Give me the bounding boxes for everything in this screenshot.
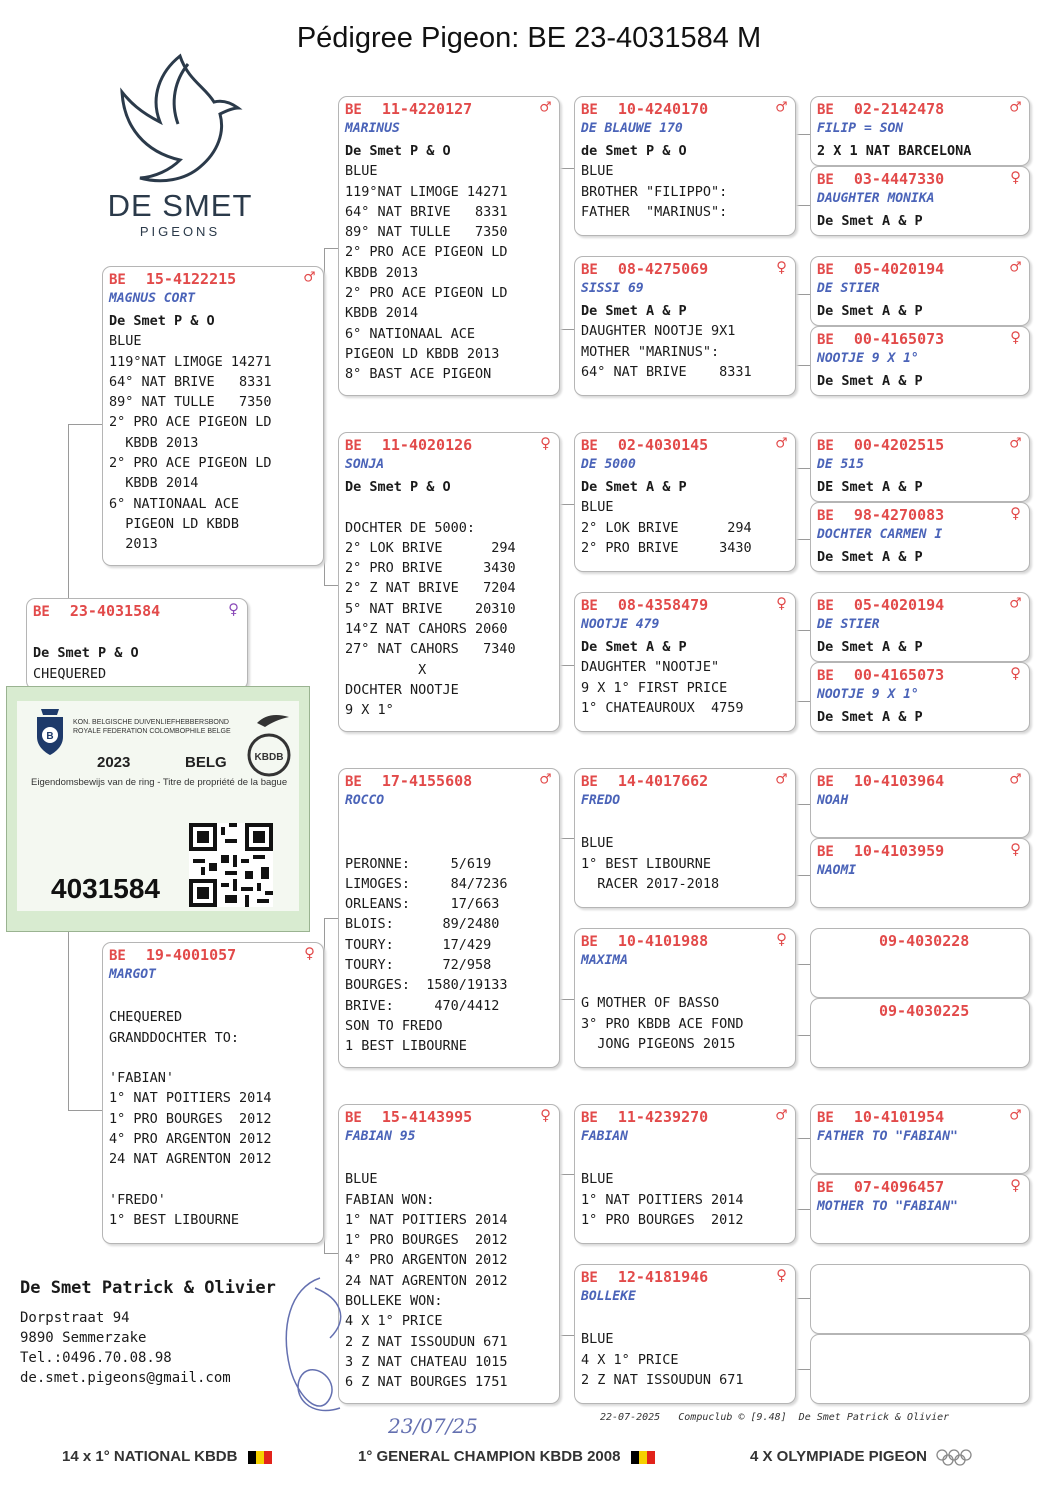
- pigeon-name: MAGNUS CORT: [109, 291, 196, 306]
- male-icon: ♂: [1010, 257, 1021, 278]
- info-line: 2 X 1 NAT BARCELONA: [817, 143, 972, 159]
- achievement-text: 4 X OLYMPIADE PIGEON: [750, 1448, 927, 1465]
- pigeon-name: BOLLEKE: [581, 1289, 636, 1304]
- ancestor-box[interactable]: [574, 768, 796, 908]
- male-icon: ♂: [776, 433, 787, 454]
- info-line: 14°Z NAT CAHORS 2060: [345, 621, 508, 638]
- info-line: 27° NAT CAHORS 7340: [345, 641, 516, 658]
- pigeon-name: NOAH: [817, 793, 849, 808]
- ancestor-box[interactable]: [574, 96, 796, 236]
- info-line: De Smet A & P: [817, 213, 923, 229]
- ring-prefix: BE: [345, 102, 362, 118]
- connector-line: [794, 804, 811, 876]
- info-line: 64° NAT BRIVE 8331: [345, 203, 508, 220]
- ring-number: 17-4155608: [381, 772, 473, 790]
- dam-box[interactable]: [102, 942, 324, 1244]
- info-line: BLOIS: 89/2480: [345, 916, 500, 933]
- info-line: 2° Z NAT BRIVE 7204: [345, 580, 516, 597]
- sire-box[interactable]: [102, 266, 324, 566]
- pigeon-name: DOCHTER CARMEN I: [817, 527, 943, 542]
- pigeon-name: NOOTJE 479: [581, 617, 660, 632]
- info-line: 'FABIAN': [109, 1070, 175, 1087]
- info-line: BROTHER "FILIPPO":: [581, 183, 728, 200]
- owner-email[interactable]: de.smet.pigeons@gmail.com: [20, 1370, 231, 1386]
- connector-line: [68, 932, 69, 1110]
- info-line: 2 Z NAT ISSOUDUN 671: [581, 1371, 744, 1388]
- ring-number: 08-4358479: [617, 596, 709, 614]
- ring-number: 11-4239270: [617, 1108, 709, 1126]
- ring-number: 10-4101988: [617, 932, 709, 950]
- info-line: CHEQUERED: [109, 1009, 183, 1026]
- male-icon: ♂: [304, 267, 315, 288]
- ring-prefix: BE: [817, 102, 834, 118]
- info-line: MOTHER "MARINUS":: [581, 343, 720, 360]
- great-grandparent-box[interactable]: [810, 502, 1030, 572]
- ring-prefix: BE: [817, 508, 834, 524]
- connector-line: [794, 964, 811, 1036]
- female-icon: ♀: [776, 1265, 787, 1286]
- ring-prefix: BE: [817, 172, 834, 188]
- info-line: DE Smet A & P: [817, 479, 923, 495]
- info-line: [345, 813, 553, 833]
- dam-sire-box[interactable]: [338, 768, 560, 1068]
- ring-number: 03-4447330: [853, 170, 945, 188]
- pigeon-name: FREDO: [581, 793, 621, 808]
- ring-number: 09-4030228: [879, 932, 970, 950]
- great-grandparent-box[interactable]: [810, 928, 1030, 998]
- pigeon-name: NOOTJE 9 X 1°: [817, 351, 919, 366]
- info-line: FATHER "MARINUS":: [581, 203, 728, 220]
- ring-number: 23-4031584: [69, 602, 161, 620]
- info-line: DAUGHTER "NOOTJE": [581, 659, 720, 676]
- ring-number: 05-4020194: [853, 260, 945, 278]
- great-grandparent-box[interactable]: [810, 256, 1030, 326]
- ring-number: 11-4020126: [381, 436, 473, 454]
- handwritten-date: 23/07/25: [388, 1414, 478, 1438]
- ring-prefix: BE: [581, 1110, 598, 1126]
- female-icon: ♀: [776, 257, 787, 278]
- ring-ownership-card: [6, 686, 310, 932]
- info-line: 9 X 1° FIRST PRICE: [581, 679, 728, 696]
- card-inner: [17, 701, 299, 911]
- ring-prefix: BE: [581, 774, 598, 790]
- info-line: BLUE: [109, 333, 142, 350]
- info-line: 2° PRO ACE PIGEON LD: [109, 414, 272, 431]
- owner-phone: Tel.:0496.70.08.98: [20, 1350, 172, 1366]
- info-line: 9 X 1°: [345, 702, 394, 719]
- info-line: [345, 497, 553, 517]
- info-line: De Smet A & P: [581, 639, 687, 655]
- info-line: [109, 1170, 317, 1190]
- female-icon: ♀: [1010, 167, 1021, 188]
- female-icon: ♀: [776, 929, 787, 950]
- pigeon-name: ROCCO: [345, 793, 385, 808]
- info-line: DOCHTER DE 5000:: [345, 519, 476, 536]
- great-grandparent-box[interactable]: [810, 1104, 1030, 1174]
- belgian-flag-icon: [248, 1451, 272, 1464]
- info-line: FABIAN WON:: [345, 1191, 435, 1208]
- info-line: 2° PRO ACE PIGEON LD: [345, 244, 508, 261]
- male-icon: ♂: [1010, 1105, 1021, 1126]
- info-line: BLUE: [345, 1171, 378, 1188]
- ring-prefix: BE: [817, 598, 834, 614]
- great-grandparent-box[interactable]: [810, 96, 1030, 166]
- pigeon-name: NAOMI: [817, 863, 857, 878]
- ring-number: 02-2142478: [853, 100, 945, 118]
- info-line: DOCHTER NOOTJE: [345, 681, 459, 698]
- ancestor-box[interactable]: [574, 432, 796, 572]
- bird-icon: [253, 709, 293, 729]
- female-icon: ♀: [1010, 663, 1021, 684]
- female-icon: ♀: [1010, 503, 1021, 524]
- info-line: [345, 1149, 553, 1169]
- info-line: 1° PRO BOURGES 2012: [109, 1110, 272, 1127]
- ring-number: 11-4220127: [381, 100, 473, 118]
- female-icon: ♀: [776, 593, 787, 614]
- info-line: 2° PRO ACE PIGEON LD: [345, 285, 508, 302]
- info-line: de Smet P & O: [581, 143, 687, 159]
- info-line: [33, 623, 241, 643]
- info-line: BRIVE: 470/4412: [345, 997, 500, 1014]
- info-line: CHEQUERED: [33, 665, 107, 682]
- info-line: [109, 1048, 317, 1068]
- empty-ancestor-box[interactable]: [810, 1334, 1030, 1404]
- ring-number: 10-4103964: [853, 772, 945, 790]
- female-icon: ♀: [304, 943, 315, 964]
- great-grandparent-box[interactable]: [810, 432, 1030, 502]
- male-icon: ♂: [776, 1105, 787, 1126]
- info-line: 2013: [109, 536, 158, 553]
- svg-text:KBDB: KBDB: [254, 752, 284, 763]
- ring-prefix: BE: [345, 1110, 362, 1126]
- info-line: 4 X 1° PRICE: [581, 1351, 679, 1368]
- info-line: [581, 1309, 789, 1329]
- info-line: 4° PRO ARGENTON 2012: [345, 1252, 508, 1269]
- info-line: 6° NATIONAAL ACE: [345, 325, 476, 342]
- ring-number: 10-4240170: [617, 100, 709, 118]
- ancestor-box[interactable]: [574, 928, 796, 1068]
- female-icon: ♀: [228, 599, 239, 620]
- info-line: G MOTHER OF BASSO: [581, 995, 720, 1012]
- ring-number: 09-4030225: [879, 1002, 970, 1020]
- male-icon: ♂: [1010, 433, 1021, 454]
- great-grandparent-box[interactable]: [810, 998, 1030, 1068]
- pigeon-name: MARGOT: [109, 967, 156, 982]
- info-line: BLUE: [581, 835, 614, 852]
- pigeon-name: DE 515: [817, 457, 864, 472]
- ring-prefix: BE: [817, 438, 834, 454]
- info-line: 1° NAT POITIERS 2014: [109, 1090, 272, 1107]
- dam-dam-box[interactable]: [338, 1104, 560, 1404]
- achievement-text: 1° GENERAL CHAMPION KBDB 2008: [358, 1448, 621, 1465]
- sire-sire-box[interactable]: [338, 96, 560, 396]
- connector-line: [794, 1138, 811, 1210]
- ring-prefix: BE: [817, 332, 834, 348]
- info-line: 1° PRO BOURGES 2012: [345, 1232, 508, 1249]
- ancestor-box[interactable]: [574, 1104, 796, 1244]
- info-line: BLUE: [581, 499, 614, 516]
- info-line: 64° NAT BRIVE 8331: [109, 373, 272, 390]
- info-line: [345, 833, 553, 853]
- info-line: 2 Z NAT ISSOUDUN 671: [345, 1333, 508, 1350]
- ring-prefix: BE: [109, 272, 126, 288]
- connector-line: [68, 1110, 104, 1111]
- page-title: Pédigree Pigeon: BE 23-4031584 M: [296, 22, 762, 54]
- pigeon-name: MARINUS: [345, 121, 400, 136]
- ring-number: 02-4030145: [617, 436, 709, 454]
- ring-number: 05-4020194: [853, 596, 945, 614]
- male-icon: ♂: [540, 769, 551, 790]
- card-country: BELG: [185, 754, 227, 771]
- info-line: 1° PRO BOURGES 2012: [581, 1211, 744, 1228]
- info-line: KBDB 2014: [345, 305, 419, 322]
- info-line: 5° NAT BRIVE 20310: [345, 600, 516, 617]
- info-line: 3 Z NAT CHATEAU 1015: [345, 1353, 508, 1370]
- info-line: BLUE: [581, 163, 614, 180]
- info-line: GRANDDOCHTER TO:: [109, 1029, 240, 1046]
- ring-prefix: BE: [817, 844, 834, 860]
- pigeon-name: DE STIER: [817, 281, 880, 296]
- pigeon-name: SONJA: [345, 457, 385, 472]
- pigeon-name: MOTHER TO "FABIAN": [817, 1199, 958, 1214]
- ring-prefix: BE: [817, 668, 834, 684]
- ring-prefix: BE: [581, 598, 598, 614]
- female-icon: ♀: [540, 433, 551, 454]
- empty-ancestor-box[interactable]: [810, 1264, 1030, 1334]
- info-line: 1° BEST LIBOURNE: [109, 1212, 240, 1229]
- subject-pigeon-box[interactable]: [26, 598, 248, 690]
- ring-prefix: BE: [581, 438, 598, 454]
- print-footer: 22-07-2025 Compuclub © [9.48] De Smet Patrick & Olivier: [600, 1412, 950, 1423]
- info-line: 6 Z NAT BOURGES 1751: [345, 1374, 508, 1391]
- pigeon-name: NOOTJE 9 X 1°: [817, 687, 919, 702]
- pigeon-name: DE STIER: [817, 617, 880, 632]
- ring-prefix: BE: [33, 604, 50, 620]
- male-icon: ♂: [776, 769, 787, 790]
- info-line: TOURY: 17/429: [345, 936, 492, 953]
- info-line: 6° NATIONAAL ACE: [109, 495, 240, 512]
- male-icon: ♂: [1010, 97, 1021, 118]
- info-line: De Smet P & O: [345, 143, 451, 159]
- male-icon: ♂: [776, 97, 787, 118]
- info-line: De Smet A & P: [817, 303, 923, 319]
- info-line: RACER 2017-2018: [581, 875, 720, 892]
- info-line: [581, 813, 789, 833]
- bottom-achievement-center: [358, 1448, 655, 1465]
- info-line: 119°NAT LIMOGE 14271: [345, 183, 508, 200]
- info-line: 'FREDO': [109, 1191, 166, 1208]
- ring-number: 00-4202515: [853, 436, 945, 454]
- info-line: 64° NAT BRIVE 8331: [581, 363, 752, 380]
- ring-prefix: BE: [817, 774, 834, 790]
- ring-number: 10-4101954: [853, 1108, 945, 1126]
- federation-name-nl: KON. BELGISCHE DUIVENLIEFHEBBERSBOND: [73, 719, 229, 726]
- info-line: 1° NAT POITIERS 2014: [581, 1191, 744, 1208]
- great-grandparent-box[interactable]: [810, 662, 1030, 732]
- info-line: X: [345, 661, 427, 678]
- info-line: TOURY: 72/958: [345, 957, 492, 974]
- owner-name: De Smet Patrick & Olivier: [20, 1278, 276, 1298]
- pigeon-name: FILIP = SON: [817, 121, 904, 136]
- ring-number: 00-4165073: [853, 666, 945, 684]
- info-line: 4° PRO ARGENTON 2012: [109, 1131, 272, 1148]
- great-grandparent-box[interactable]: [810, 592, 1030, 662]
- ring-number: 08-4275069: [617, 260, 709, 278]
- info-line: BLUE: [345, 163, 378, 180]
- info-line: PIGEON LD KBDB 2013: [345, 345, 500, 362]
- ring-number: 19-4001057: [145, 946, 237, 964]
- info-line: 24 NAT AGRENTON 2012: [109, 1151, 272, 1168]
- owner-city: 9890 Semmerzake: [20, 1330, 147, 1346]
- ring-prefix: BE: [581, 102, 598, 118]
- pigeon-name: FABIAN: [581, 1129, 628, 1144]
- info-line: [581, 1149, 789, 1169]
- info-line: [109, 987, 317, 1007]
- info-line: 1 BEST LIBOURNE: [345, 1038, 467, 1055]
- info-line: [581, 973, 789, 993]
- ring-prefix: BE: [109, 948, 126, 964]
- sire-dam-box[interactable]: [338, 432, 560, 732]
- male-icon: ♂: [540, 97, 551, 118]
- info-line: De Smet A & P: [581, 303, 687, 319]
- info-line: DAUGHTER NOOTJE 9X1: [581, 323, 736, 340]
- info-line: BOURGES: 1580/19133: [345, 977, 508, 994]
- info-line: De Smet A & P: [817, 639, 923, 655]
- info-line: 1° NAT POITIERS 2014: [345, 1211, 508, 1228]
- qr-code-icon: [189, 823, 273, 907]
- ring-prefix: BE: [817, 1110, 834, 1126]
- great-grandparent-box[interactable]: [810, 166, 1030, 236]
- info-line: De Smet A & P: [817, 549, 923, 565]
- info-line: SON TO FREDO: [345, 1017, 443, 1034]
- info-line: ORLEANS: 17/663: [345, 896, 500, 913]
- info-line: De Smet A & P: [817, 709, 923, 725]
- svg-text:B: B: [46, 731, 54, 742]
- signature-icon: [270, 1268, 360, 1428]
- info-line: 8° BAST ACE PIGEON: [345, 366, 492, 383]
- belgian-flag-icon: [631, 1451, 655, 1464]
- info-line: 1° BEST LIBOURNE: [581, 855, 712, 872]
- female-icon: ♀: [540, 1105, 551, 1126]
- federation-crest-icon: [33, 707, 67, 759]
- info-line: BOLLEKE WON:: [345, 1293, 443, 1310]
- ring-prefix: BE: [817, 262, 834, 278]
- info-line: 2° PRO BRIVE 3430: [581, 539, 752, 556]
- ring-number: 15-4143995: [381, 1108, 473, 1126]
- federation-name-fr: ROYALE FEDERATION COLOMBOPHILE BELGE: [73, 728, 231, 735]
- ancestor-box[interactable]: [574, 256, 796, 396]
- info-line: De Smet A & P: [817, 373, 923, 389]
- male-icon: ♂: [1010, 769, 1021, 790]
- ring-number: 98-4270083: [853, 506, 945, 524]
- connector-line: [794, 468, 811, 540]
- info-line: PERONNE: 5/619: [345, 855, 492, 872]
- pigeon-name: DE 5000: [581, 457, 636, 472]
- info-line: 24 NAT AGRENTON 2012: [345, 1272, 508, 1289]
- info-line: PIGEON LD KBDB: [109, 515, 240, 532]
- logo-name: DE SMET: [107, 188, 253, 223]
- owner-street: Dorpstraat 94: [20, 1310, 130, 1326]
- ancestor-box[interactable]: [574, 1264, 796, 1404]
- pigeon-name: DAUGHTER MONIKA: [817, 191, 935, 206]
- connector-line: [794, 630, 811, 702]
- info-line: BLUE: [581, 1171, 614, 1188]
- male-icon: ♂: [1010, 593, 1021, 614]
- info-line: KBDB 2014: [109, 475, 199, 492]
- bottom-achievement-right: [750, 1448, 973, 1466]
- logo-subtitle: PIGEONS: [139, 224, 221, 239]
- connector-line: [794, 294, 811, 366]
- info-line: BLUE: [581, 1331, 614, 1348]
- ancestor-box[interactable]: [574, 592, 796, 732]
- achievement-text: 14 x 1° NATIONAL KBDB: [62, 1448, 238, 1465]
- female-icon: ♀: [1010, 839, 1021, 860]
- info-line: 4 X 1° PRICE: [345, 1313, 443, 1330]
- ring-number: 07-4096457: [853, 1178, 945, 1196]
- info-line: 1° CHATEAUROUX 4759: [581, 699, 744, 716]
- info-line: JONG PIGEONS 2015: [581, 1035, 736, 1052]
- olympiade-logo-icon: [243, 733, 295, 777]
- info-line: 2° PRO BRIVE 3430: [345, 560, 516, 577]
- ring-number: 10-4103959: [853, 842, 945, 860]
- great-grandparent-box[interactable]: [810, 838, 1030, 908]
- info-line: 3° PRO KBDB ACE FOND: [581, 1015, 744, 1032]
- connector-line: [794, 1298, 811, 1370]
- info-line: De Smet P & O: [109, 313, 215, 329]
- info-line: De Smet P & O: [345, 479, 451, 495]
- great-grandparent-box[interactable]: [810, 1174, 1030, 1244]
- female-icon: ♀: [1010, 327, 1021, 348]
- info-line: 119°NAT LIMOGE 14271: [109, 353, 272, 370]
- info-line: 89° NAT TULLE 7350: [345, 224, 508, 241]
- female-icon: ♀: [1010, 1175, 1021, 1196]
- great-grandparent-box[interactable]: [810, 768, 1030, 838]
- pigeon-name: MAXIMA: [581, 953, 628, 968]
- pigeon-name: DE BLAUWE 170: [581, 121, 683, 136]
- ring-prefix: BE: [817, 1180, 834, 1196]
- pigeon-name: FABIAN 95: [345, 1129, 416, 1144]
- info-line: 89° NAT TULLE 7350: [109, 394, 272, 411]
- pigeon-name: SISSI 69: [581, 281, 644, 296]
- info-line: De Smet P & O: [33, 645, 139, 662]
- info-line: KBDB 2013: [109, 434, 199, 451]
- pigeon-name: FATHER TO "FABIAN": [817, 1129, 958, 1144]
- ring-prefix: BE: [345, 438, 362, 454]
- ring-prefix: BE: [345, 774, 362, 790]
- info-line: 2° LOK BRIVE 294: [581, 519, 752, 536]
- info-line: KBDB 2013: [345, 264, 419, 281]
- ring-prefix: BE: [581, 262, 598, 278]
- info-line: De Smet A & P: [581, 479, 687, 495]
- connector-line: [794, 134, 811, 206]
- ring-prefix: BE: [581, 934, 598, 950]
- card-year: 2023: [97, 754, 131, 771]
- olympic-rings-icon: [935, 1448, 973, 1466]
- ring-number: 12-4181946: [617, 1268, 709, 1286]
- card-ring-number: 4031584: [51, 873, 161, 904]
- info-line: 2° PRO ACE PIGEON LD: [109, 455, 272, 472]
- info-line: 2° LOK BRIVE 294: [345, 539, 516, 556]
- ring-prefix: BE: [581, 1270, 598, 1286]
- card-title: Eigendomsbewijs van de ring - Titre de propriété de la bague: [31, 777, 288, 788]
- ring-number: 14-4017662: [617, 772, 709, 790]
- ring-number: 00-4165073: [853, 330, 945, 348]
- great-grandparent-box[interactable]: [810, 326, 1030, 396]
- bottom-achievement-left: [62, 1448, 272, 1465]
- ring-number: 15-4122215: [145, 270, 237, 288]
- info-line: LIMOGES: 84/7236: [345, 875, 508, 892]
